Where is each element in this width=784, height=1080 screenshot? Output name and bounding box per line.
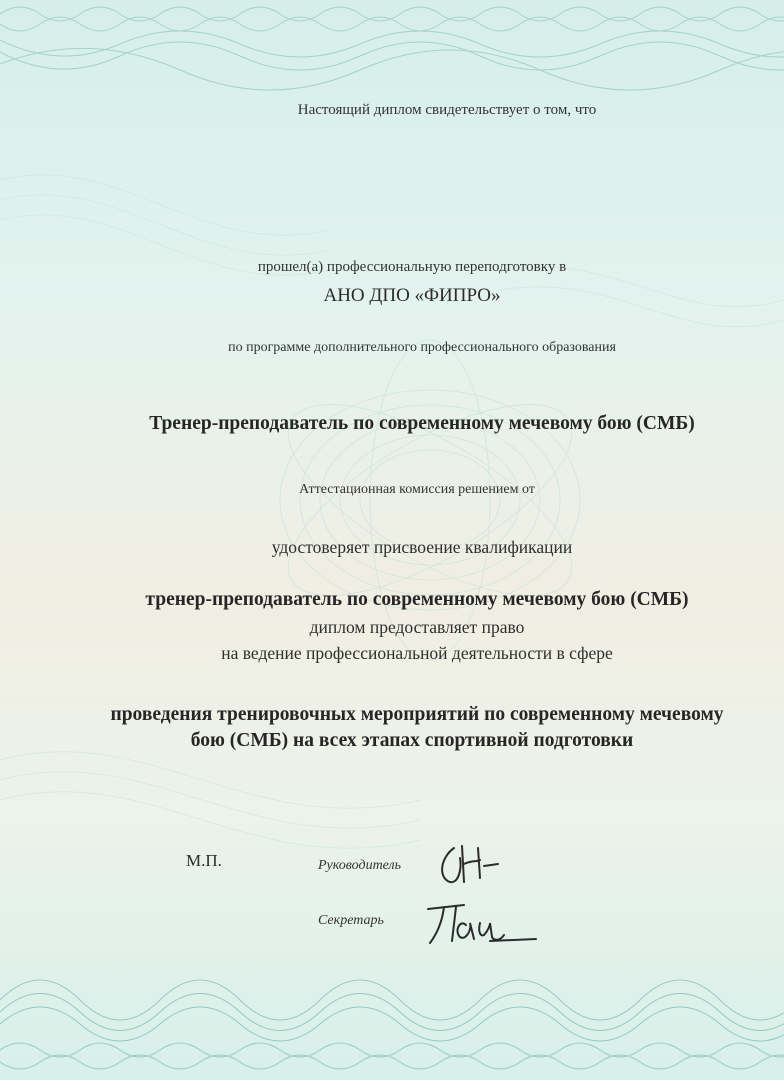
header-text: Настоящий диплом свидетельствует о том, что: [297, 102, 597, 118]
director-label: Руководитель: [318, 858, 402, 873]
program-intro: по программе дополнительного профессионального образования: [228, 340, 616, 355]
director-signature: [432, 840, 512, 890]
organization-name: АНО ДПО «ФИПРО»: [323, 285, 501, 306]
sphere-line-2: бою (СМБ) на всех этапах спортивной подготовки: [190, 730, 634, 751]
program-name: Тренер-преподаватель по современному мечевому бою (СМБ): [149, 413, 695, 434]
secretary-signature: [408, 895, 548, 955]
central-rosette: [261, 340, 598, 660]
retraining-text: прошел(а) профессиональную переподготовку в: [257, 259, 567, 275]
rights-line-2: на ведение профессиональной деятельности в сфере: [221, 643, 613, 663]
bottom-ornament-border: [0, 980, 784, 1069]
qualification-name: тренер-преподаватель по современному мечевому бою (СМБ): [145, 589, 689, 610]
qualification-intro: удостоверяет присвоение квалификации: [271, 537, 573, 557]
sphere-line-1: проведения тренировочных мероприятий по современному мечевому: [110, 704, 724, 725]
top-ornament-border: [0, 7, 784, 90]
secretary-label: Секретарь: [318, 913, 384, 928]
rights-line-1: диплом предоставляет право: [309, 617, 525, 637]
stamp-place-label: М.П.: [186, 851, 222, 870]
commission-text: Аттестационная комиссия решением от: [299, 482, 535, 497]
